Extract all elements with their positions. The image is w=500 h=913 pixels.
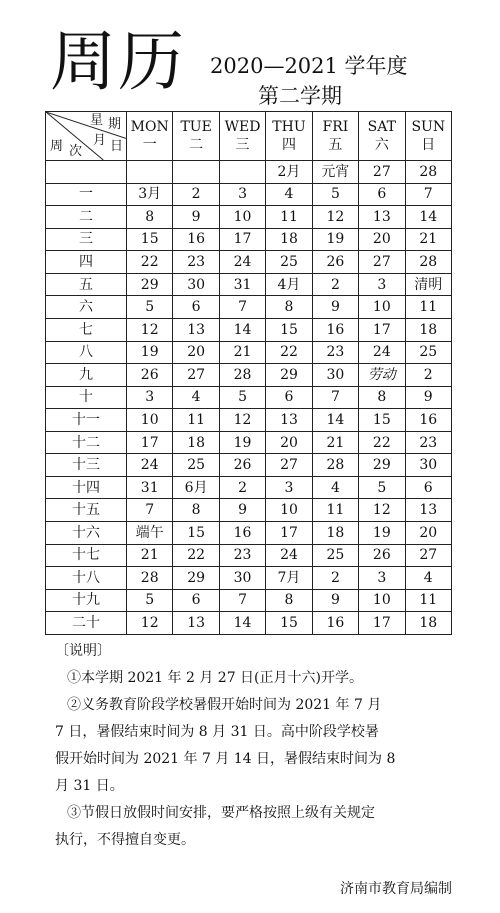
date-cell bbox=[173, 161, 219, 184]
note-1: ①本学期 2021 年 2 月 27 日(正月十六)开学。 bbox=[67, 670, 363, 686]
date-cell: 20 bbox=[405, 522, 451, 545]
date-cell: 19 bbox=[312, 228, 358, 251]
date-cell: 29 bbox=[127, 273, 173, 296]
day-header-zh: 一 bbox=[142, 137, 157, 153]
date-cell: 11 bbox=[312, 499, 358, 522]
date-cell: 7 bbox=[219, 589, 265, 612]
header-row bbox=[46, 112, 452, 161]
date-cell: 18 bbox=[266, 228, 312, 251]
week-row bbox=[46, 296, 452, 319]
week-number-cell: 十二 bbox=[46, 431, 127, 454]
date-cell: 23 bbox=[219, 544, 265, 567]
week-row bbox=[46, 228, 452, 251]
date-cell: 28 bbox=[312, 454, 358, 477]
week-number-cell: 十三 bbox=[46, 454, 127, 477]
date-cell: 8 bbox=[266, 296, 312, 319]
date-cell: 24 bbox=[127, 454, 173, 477]
week-row bbox=[46, 589, 452, 612]
date-cell: 9 bbox=[312, 589, 358, 612]
date-cell: 29 bbox=[266, 364, 312, 387]
date-cell: 13 bbox=[173, 612, 219, 635]
date-cell: 10 bbox=[359, 589, 405, 612]
date-cell: 23 bbox=[173, 251, 219, 274]
date-cell: 7 bbox=[405, 183, 451, 206]
date-cell: 14 bbox=[219, 612, 265, 635]
corner-month: 月 bbox=[93, 133, 107, 148]
date-cell: 8 bbox=[127, 206, 173, 229]
week-row bbox=[46, 183, 452, 206]
date-cell: 14 bbox=[219, 318, 265, 341]
date-cell: 5 bbox=[127, 296, 173, 319]
date-cell: 31 bbox=[127, 476, 173, 499]
date-cell: 9 bbox=[219, 499, 265, 522]
date-cell: 端午 bbox=[127, 522, 173, 545]
week-number-cell: 十四 bbox=[46, 476, 127, 499]
date-cell: 16 bbox=[219, 522, 265, 545]
week-row bbox=[46, 544, 452, 567]
date-cell: 12 bbox=[312, 206, 358, 229]
date-cell: 24 bbox=[219, 251, 265, 274]
date-cell: 27 bbox=[405, 544, 451, 567]
note-3-line-2: 执行，不得擅自变更。 bbox=[55, 832, 195, 848]
week-number-cell: 六 bbox=[46, 296, 127, 319]
date-cell: 30 bbox=[405, 454, 451, 477]
date-cell: 31 bbox=[219, 273, 265, 296]
date-cell: 20 bbox=[266, 431, 312, 454]
date-cell: 6 bbox=[359, 183, 405, 206]
date-cell: 26 bbox=[219, 454, 265, 477]
date-cell: 28 bbox=[127, 567, 173, 590]
week-number-cell: 十五 bbox=[46, 499, 127, 522]
day-header-wed bbox=[219, 112, 265, 161]
date-cell: 17 bbox=[359, 612, 405, 635]
date-cell: 11 bbox=[173, 409, 219, 432]
week-row bbox=[46, 386, 452, 409]
day-header-zh: 二 bbox=[189, 137, 204, 153]
date-cell: 18 bbox=[312, 522, 358, 545]
date-cell: 26 bbox=[359, 544, 405, 567]
corner-week-2: 次 bbox=[69, 144, 83, 159]
date-cell: 19 bbox=[127, 341, 173, 364]
date-cell: 9 bbox=[312, 296, 358, 319]
date-cell: 12 bbox=[359, 499, 405, 522]
date-cell: 2 bbox=[173, 183, 219, 206]
day-header-en: MON bbox=[130, 119, 169, 135]
date-cell: 14 bbox=[312, 409, 358, 432]
date-cell: 6月 bbox=[173, 476, 219, 499]
date-cell: 6 bbox=[173, 589, 219, 612]
date-cell: 22 bbox=[359, 431, 405, 454]
date-cell: 7 bbox=[312, 386, 358, 409]
week-number-cell: 九 bbox=[46, 364, 127, 387]
date-cell: 25 bbox=[405, 341, 451, 364]
date-cell: 3 bbox=[219, 183, 265, 206]
date-cell: 3 bbox=[127, 386, 173, 409]
week-number-cell: 三 bbox=[46, 228, 127, 251]
date-cell: 11 bbox=[405, 589, 451, 612]
date-cell: 2 bbox=[312, 567, 358, 590]
day-header-zh: 六 bbox=[374, 137, 389, 153]
date-cell: 12 bbox=[219, 409, 265, 432]
date-cell: 24 bbox=[359, 341, 405, 364]
date-cell: 25 bbox=[266, 251, 312, 274]
date-cell: 22 bbox=[173, 544, 219, 567]
day-header-zh: 日 bbox=[421, 137, 436, 153]
note-2-line-4: 月 31 日。 bbox=[55, 778, 124, 794]
date-cell: 4 bbox=[266, 183, 312, 206]
date-cell: 29 bbox=[359, 454, 405, 477]
week-row bbox=[46, 161, 452, 184]
week-number-cell: 八 bbox=[46, 341, 127, 364]
date-cell: 30 bbox=[173, 273, 219, 296]
date-cell: 11 bbox=[405, 296, 451, 319]
date-cell: 15 bbox=[173, 522, 219, 545]
date-cell: 元宵 bbox=[312, 161, 358, 184]
date-cell: 28 bbox=[219, 364, 265, 387]
week-number-cell: 十 bbox=[46, 386, 127, 409]
date-cell: 12 bbox=[127, 612, 173, 635]
date-cell: 7 bbox=[219, 296, 265, 319]
date-cell: 13 bbox=[173, 318, 219, 341]
date-cell: 6 bbox=[405, 476, 451, 499]
editor-credit: 济南市教育局编制 bbox=[340, 881, 452, 897]
date-cell: 25 bbox=[312, 544, 358, 567]
date-cell: 8 bbox=[266, 589, 312, 612]
day-header-en: WED bbox=[224, 119, 261, 135]
date-cell: 15 bbox=[359, 409, 405, 432]
date-cell: 7 bbox=[127, 499, 173, 522]
note-2-line-1: ②义务教育阶段学校暑假开始时间为 2021 年 7 月 bbox=[67, 697, 382, 713]
day-header-en: SAT bbox=[367, 119, 396, 135]
date-cell: 21 bbox=[127, 544, 173, 567]
date-cell: 3月 bbox=[127, 183, 173, 206]
date-cell: 17 bbox=[266, 522, 312, 545]
date-cell: 10 bbox=[127, 409, 173, 432]
week-number-cell: 十九 bbox=[46, 589, 127, 612]
date-cell: 20 bbox=[359, 228, 405, 251]
date-cell: 30 bbox=[312, 364, 358, 387]
corner-day: 日 bbox=[110, 139, 124, 154]
day-header-mon bbox=[127, 112, 173, 161]
title-main: 周历 bbox=[50, 23, 186, 100]
week-number-cell bbox=[46, 161, 127, 184]
date-cell: 15 bbox=[127, 228, 173, 251]
date-cell: 28 bbox=[405, 251, 451, 274]
date-cell: 16 bbox=[312, 612, 358, 635]
week-row bbox=[46, 499, 452, 522]
day-header-tue bbox=[173, 112, 219, 161]
date-cell: 17 bbox=[359, 318, 405, 341]
week-number-cell: 一 bbox=[46, 183, 127, 206]
week-row bbox=[46, 364, 452, 387]
date-cell: 18 bbox=[405, 318, 451, 341]
week-calendar-table bbox=[45, 111, 452, 635]
corner-week-1: 周 bbox=[50, 139, 64, 154]
notes-heading: 〔说明〕 bbox=[55, 643, 111, 659]
date-cell: 15 bbox=[266, 612, 312, 635]
date-cell: 23 bbox=[405, 431, 451, 454]
week-row bbox=[46, 522, 452, 545]
week-row bbox=[46, 431, 452, 454]
week-row bbox=[46, 206, 452, 229]
date-cell: 7月 bbox=[266, 567, 312, 590]
week-number-cell: 十六 bbox=[46, 522, 127, 545]
date-cell: 2月 bbox=[266, 161, 312, 184]
day-header-sun bbox=[405, 112, 451, 161]
date-cell: 13 bbox=[266, 409, 312, 432]
date-cell: 16 bbox=[405, 409, 451, 432]
date-cell: 8 bbox=[173, 499, 219, 522]
date-cell: 10 bbox=[266, 499, 312, 522]
date-cell: 11 bbox=[266, 206, 312, 229]
day-header-fri bbox=[312, 112, 358, 161]
date-cell bbox=[127, 161, 173, 184]
week-number-cell: 五 bbox=[46, 273, 127, 296]
date-cell: 24 bbox=[266, 544, 312, 567]
week-row bbox=[46, 251, 452, 274]
date-cell: 9 bbox=[173, 206, 219, 229]
date-cell: 17 bbox=[127, 431, 173, 454]
day-header-zh: 五 bbox=[328, 137, 343, 153]
day-header-zh: 四 bbox=[281, 137, 296, 153]
date-cell: 10 bbox=[359, 296, 405, 319]
day-header-en: FRI bbox=[322, 119, 349, 135]
day-header-en: TUE bbox=[180, 119, 212, 135]
date-cell: 5 bbox=[127, 589, 173, 612]
day-header-en: THU bbox=[272, 119, 306, 135]
title-term: 第二学期 bbox=[258, 84, 342, 108]
note-3-line-1: ③节假日放假时间安排，要严格按照上级有关规定 bbox=[67, 805, 375, 821]
date-cell bbox=[219, 161, 265, 184]
date-cell: 26 bbox=[312, 251, 358, 274]
week-number-cell: 四 bbox=[46, 251, 127, 274]
date-cell: 21 bbox=[312, 431, 358, 454]
date-cell: 4月 bbox=[266, 273, 312, 296]
corner-cell bbox=[46, 112, 127, 161]
date-cell: 17 bbox=[219, 228, 265, 251]
date-cell: 3 bbox=[359, 567, 405, 590]
date-cell: 29 bbox=[173, 567, 219, 590]
date-cell: 2 bbox=[405, 364, 451, 387]
day-header-zh: 三 bbox=[235, 137, 250, 153]
week-row bbox=[46, 476, 452, 499]
date-cell: 21 bbox=[405, 228, 451, 251]
date-cell: 27 bbox=[266, 454, 312, 477]
date-cell: 26 bbox=[127, 364, 173, 387]
week-row bbox=[46, 409, 452, 432]
date-cell: 16 bbox=[312, 318, 358, 341]
week-number-cell: 十七 bbox=[46, 544, 127, 567]
week-row bbox=[46, 612, 452, 635]
date-cell: 10 bbox=[219, 206, 265, 229]
week-number-cell: 二 bbox=[46, 206, 127, 229]
date-cell: 5 bbox=[219, 386, 265, 409]
date-cell: 5 bbox=[312, 183, 358, 206]
date-cell: 25 bbox=[173, 454, 219, 477]
date-cell: 16 bbox=[173, 228, 219, 251]
date-cell: 5 bbox=[359, 476, 405, 499]
date-cell: 15 bbox=[266, 318, 312, 341]
week-number-cell: 十八 bbox=[46, 567, 127, 590]
week-row bbox=[46, 454, 452, 477]
date-cell: 13 bbox=[405, 499, 451, 522]
day-header-sat bbox=[359, 112, 405, 161]
date-cell: 28 bbox=[405, 161, 451, 184]
week-number-cell: 十一 bbox=[46, 409, 127, 432]
date-cell: 27 bbox=[359, 251, 405, 274]
date-cell: 6 bbox=[173, 296, 219, 319]
date-cell: 6 bbox=[266, 386, 312, 409]
date-cell: 8 bbox=[359, 386, 405, 409]
date-cell: 22 bbox=[266, 341, 312, 364]
date-cell: 2 bbox=[219, 476, 265, 499]
date-cell: 23 bbox=[312, 341, 358, 364]
day-header-en: SUN bbox=[411, 119, 446, 135]
date-cell: 12 bbox=[127, 318, 173, 341]
date-cell: 27 bbox=[173, 364, 219, 387]
title-year: 2020—2021 学年度 bbox=[210, 54, 408, 78]
date-cell: 30 bbox=[219, 567, 265, 590]
date-cell: 27 bbox=[359, 161, 405, 184]
date-cell: 3 bbox=[359, 273, 405, 296]
date-cell: 19 bbox=[359, 522, 405, 545]
week-row bbox=[46, 273, 452, 296]
date-cell: 18 bbox=[405, 612, 451, 635]
date-cell: 3 bbox=[266, 476, 312, 499]
week-number-cell: 七 bbox=[46, 318, 127, 341]
note-2-line-2: 7 日，暑假结束时间为 8 月 31 日。高中阶段学校暑 bbox=[55, 724, 379, 740]
corner-weekday-1: 星 bbox=[90, 113, 104, 128]
date-cell: 4 bbox=[173, 386, 219, 409]
date-cell: 劳动 bbox=[359, 364, 405, 387]
date-cell: 4 bbox=[405, 567, 451, 590]
calendar-body bbox=[46, 161, 452, 635]
week-row bbox=[46, 341, 452, 364]
date-cell: 21 bbox=[219, 341, 265, 364]
week-number-cell: 二十 bbox=[46, 612, 127, 635]
date-cell: 清明 bbox=[405, 273, 451, 296]
date-cell: 20 bbox=[173, 341, 219, 364]
notes-section bbox=[55, 638, 465, 854]
week-row bbox=[46, 318, 452, 341]
date-cell: 19 bbox=[219, 431, 265, 454]
corner-weekday-2: 期 bbox=[108, 117, 122, 132]
date-cell: 14 bbox=[405, 206, 451, 229]
date-cell: 4 bbox=[312, 476, 358, 499]
date-cell: 22 bbox=[127, 251, 173, 274]
note-2-line-3: 假开始时间为 2021 年 7 月 14 日，暑假结束时间为 8 bbox=[55, 751, 396, 767]
day-header-thu bbox=[266, 112, 312, 161]
date-cell: 2 bbox=[312, 273, 358, 296]
date-cell: 13 bbox=[359, 206, 405, 229]
date-cell: 18 bbox=[173, 431, 219, 454]
week-row bbox=[46, 567, 452, 590]
date-cell: 9 bbox=[405, 386, 451, 409]
